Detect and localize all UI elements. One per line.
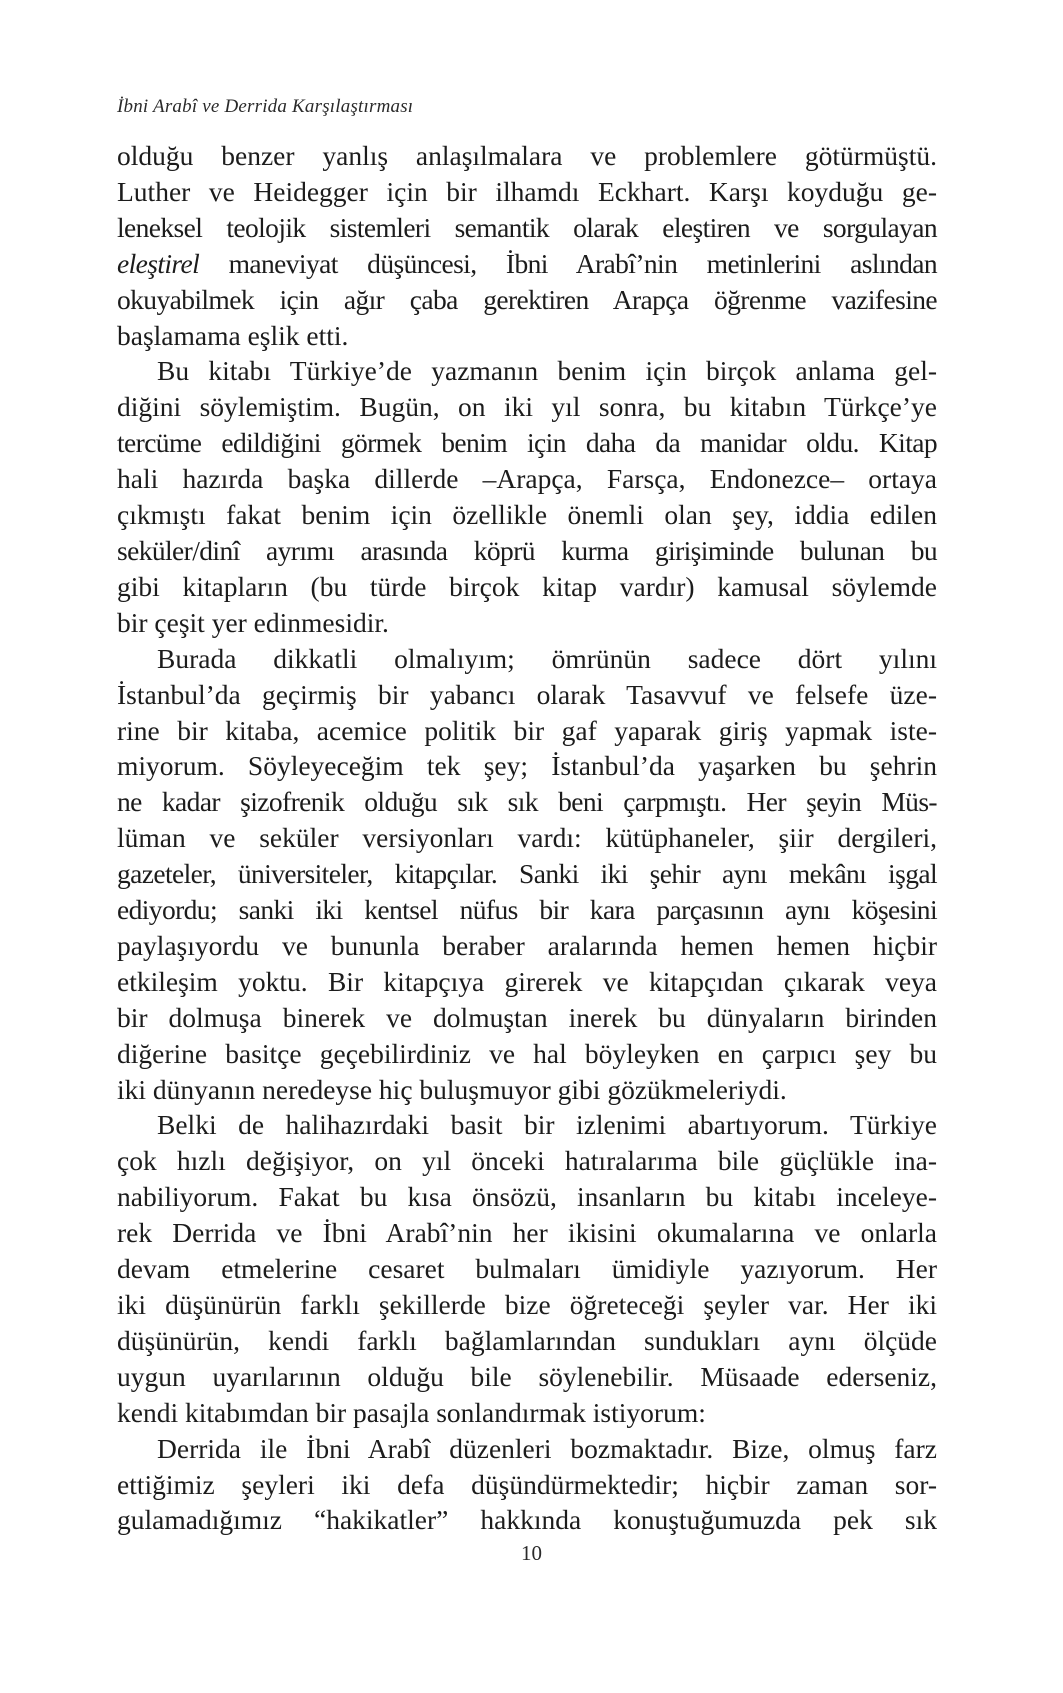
body-text	[117, 138, 937, 1538]
text-segment: maneviyat düşüncesi, İbni Arabî’nin metinlerini aslından	[199, 247, 937, 279]
text-line: gazeteler, üniversiteler, kitapçılar. Sanki iki şehir aynı mekânı işgal	[117, 858, 937, 890]
text-line: olduğu benzer yanlış anlaşılmalara ve problemlere götürmüştü.	[117, 140, 937, 171]
text-line: düşünürün, kendi farklı bağlamlarından sundukları aynı ölçüde	[117, 1324, 937, 1356]
text-line: kendi kitabımdan bir pasajla sonlandırmak istiyorum:	[117, 1396, 706, 1428]
text-line: diğerine basitçe geçebilirdiniz ve hal böyleyken en çarpıcı şey bu	[117, 1037, 937, 1069]
text-line: ne kadar şizofrenik olduğu sık sık beni çarpmıştı. Her şeyin Müs-	[117, 786, 937, 818]
text-line: Belki de halihazırdaki basit bir izlenimi abartıyorum. Türkiye	[157, 1109, 937, 1141]
page-number: 10	[521, 1541, 542, 1565]
text-line: gibi kitapların (bu türde birçok kitap vardır) kamusal söylemde	[117, 570, 937, 602]
text-line: paylaşıyordu ve bununla beraber aralarında hemen hemen hiçbir	[117, 929, 937, 961]
text-line: devam etmelerine cesaret bulmaları ümidiyle yazıyorum. Her	[117, 1253, 937, 1285]
text-line: diğini söylemiştim. Bugün, on iki yıl sonra, bu kitabın Türkçe’ye	[117, 391, 937, 423]
text-line: iki dünyanın neredeyse hiç buluşmuyor gibi gözükmeleriydi.	[117, 1073, 787, 1105]
text-line: Bu kitabı Türkiye’de yazmanın benim için birçok anlama gel-	[157, 355, 937, 387]
running-header: İbni Arabî ve Derrida Karşılaştırması	[117, 96, 414, 117]
text-line: etkileşim yoktu. Bir kitapçıya girerek ve kitapçıdan çıkarak veya	[117, 965, 937, 997]
text-line: seküler/dinî ayrımı arasında köprü kurma girişiminde bulunan bu	[117, 534, 937, 566]
text-line: bir çeşit yer edinmesidir.	[117, 606, 389, 638]
text-line: hali hazırda başka dillerde –Arapça, Farsça, Endonezce– ortaya	[117, 463, 937, 495]
text-line: rine bir kitaba, acemice politik bir gaf yaparak giriş yapmak iste-	[117, 714, 937, 746]
text-line	[117, 246, 937, 282]
text-line: Derrida ile İbni Arabî düzenleri bozmaktadır. Bize, olmuş farz	[157, 1432, 937, 1464]
text-line: Luther ve Heidegger için bir ilhamdı Eckhart. Karşı koyduğu ge-	[117, 175, 937, 207]
text-line: rek Derrida ve İbni Arabî’nin her ikisini okumalarına ve onlarla	[117, 1217, 937, 1249]
text-line: bir dolmuşa binerek ve dolmuştan inerek bu dünyaların birinden	[117, 1001, 937, 1033]
text-line: ediyordu; sanki iki kentsel nüfus bir kara parçasının aynı köşesini	[117, 894, 937, 926]
text-line: nabiliyorum. Fakat bu kısa önsözü, insanların bu kitabı inceleye-	[117, 1181, 937, 1213]
text-line: uygun uyarılarının olduğu bile söylenebilir. Müsaade ederseniz,	[117, 1360, 937, 1392]
text-line: miyorum. Söyleyeceğim tek şey; İstanbul’da yaşarken bu şehrin	[117, 750, 937, 782]
text-line: tercüme edildiğini görmek benim için daha da manidar oldu. Kitap	[117, 427, 937, 459]
text-line: İstanbul’da geçirmiş bir yabancı olarak Tasavvuf ve felsefe üze-	[117, 678, 937, 710]
text-line: başlamama eşlik etti.	[117, 319, 349, 351]
text-line: ettiğimiz şeyleri iki defa düşündürmektedir; hiçbir zaman sor-	[117, 1468, 937, 1500]
text-line: çıkmıştı fakat benim için özellikle önemli olan şey, iddia edilen	[117, 499, 937, 531]
text-line: Burada dikkatli olmalıyım; ömrünün sadece dört yılını	[157, 642, 937, 674]
text-line: okuyabilmek için ağır çaba gerektiren Arapça öğrenme vazifesine	[117, 283, 937, 315]
text-line: lüman ve seküler versiyonları vardı: kütüphaneler, şiir dergileri,	[117, 822, 937, 854]
text-line: gulamadığımız “hakikatler” hakkında konuştuğumuzda pek sık	[117, 1504, 937, 1536]
text-line: çok hızlı değişiyor, on yıl önceki hatıralarıma bile güçlükle ina-	[117, 1145, 937, 1177]
text-line: leneksel teolojik sistemleri semantik olarak eleştiren ve sorgulayan	[117, 211, 937, 243]
text-line: iki düşünürün farklı şekillerde bize öğreteceği şeyler var. Her iki	[117, 1289, 937, 1320]
italic-term: eleştirel	[117, 247, 200, 279]
